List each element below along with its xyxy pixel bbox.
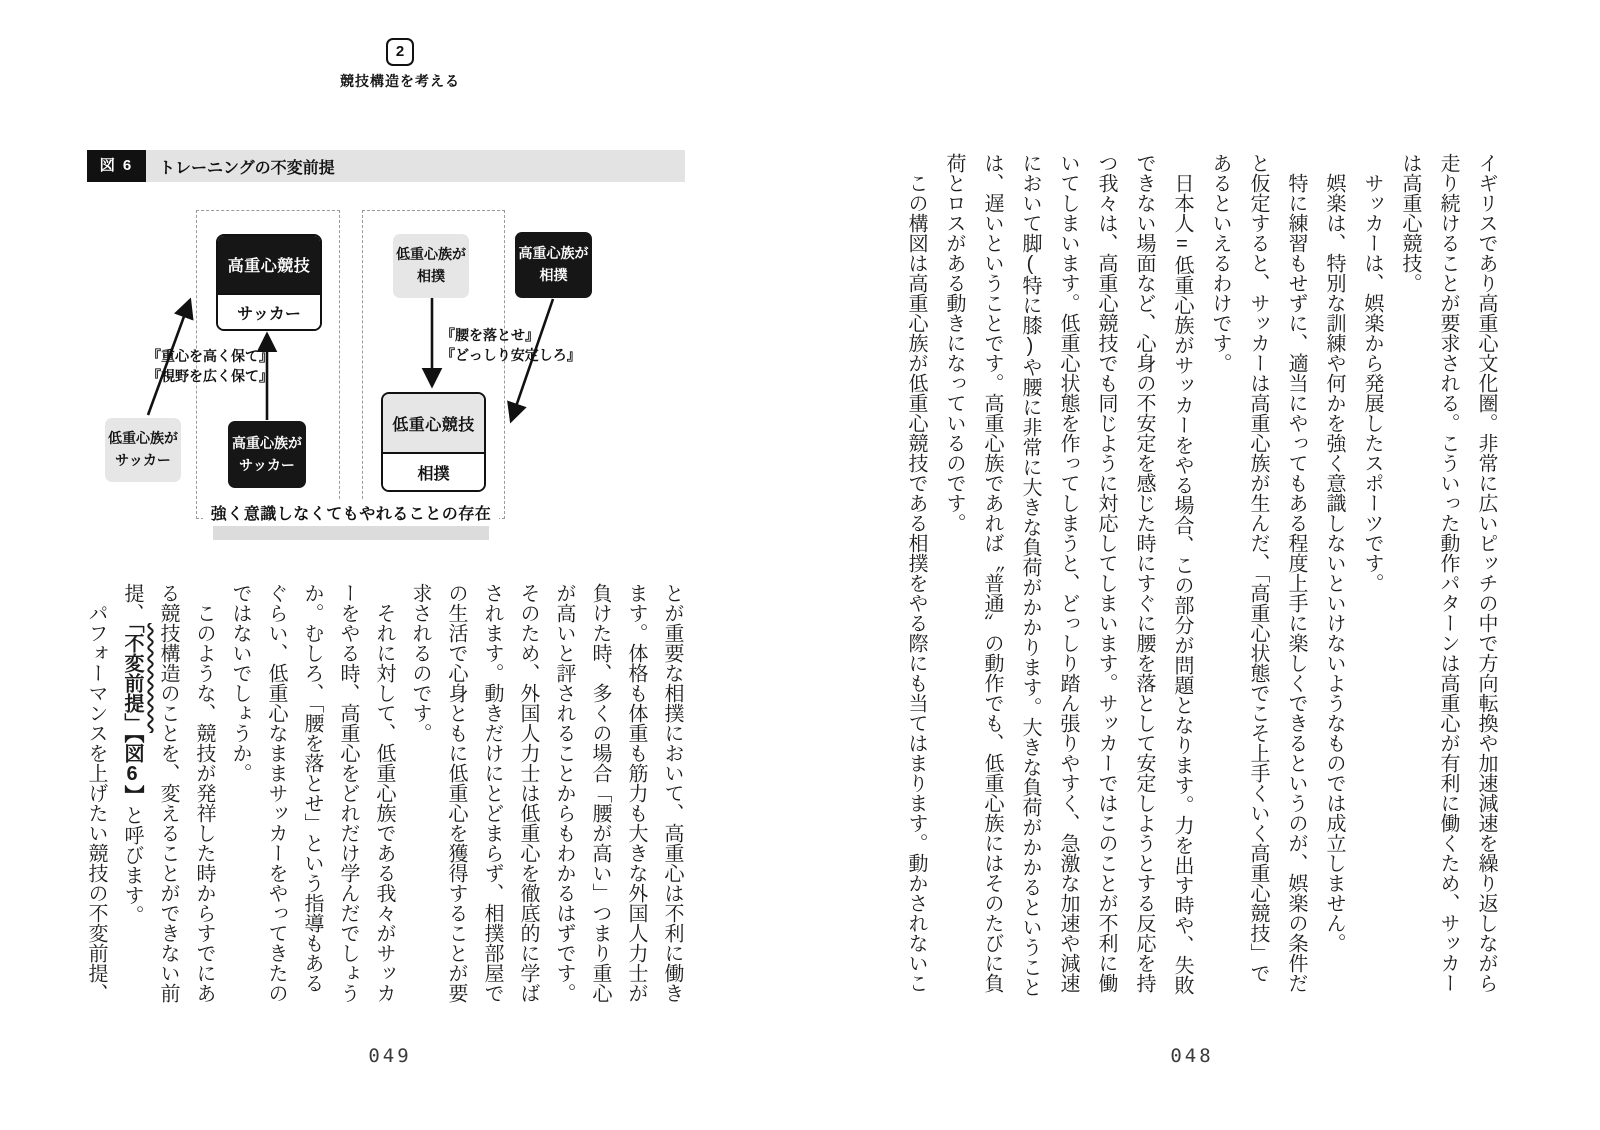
box-low-cg-people-soccer: 低重心族がサッカー (105, 418, 181, 482)
paragraph (402, 583, 690, 1008)
paragraph (114, 583, 222, 1008)
figure-title: トレーニングの不変前提 (159, 159, 335, 177)
chapter-number-badge: 2 (386, 38, 414, 66)
text-segment: 娯楽は、特別な訓練や何かを強く意識しないといけないようなものでは成立しません。 (1323, 173, 1345, 953)
paragraph (1201, 153, 1315, 998)
page-number-048: 048 (1170, 1045, 1214, 1067)
page-048 (800, 0, 1600, 1130)
paragraph (935, 153, 1201, 998)
text-segment: このような、競技が発祥した時からすでにある競技構造のことを、変えることができない前提、 (121, 583, 215, 1003)
paragraph (897, 153, 935, 998)
text-segment: イギリスであり高重心文化圏。非常に広いピッチの中で方向転換や加速減速を繰り返しながら走り続けることが要求される。こういった動作パターンは高重心が有利に働くため、サッカーは高重心競技。 (1399, 153, 1497, 993)
paragraph (222, 583, 402, 1008)
annotation-sumo-coaching (441, 325, 581, 365)
figure-number-label: 図 6 (87, 150, 146, 182)
paragraph (1391, 153, 1505, 998)
annotation-line: 『腰を落とせ』 (441, 327, 539, 343)
paragraph (78, 583, 114, 1008)
paragraph (1315, 153, 1353, 998)
body-text-page-048 (897, 153, 1505, 998)
box-high-cg-people-soccer: 高重心族がサッカー (228, 421, 306, 488)
paragraph (1353, 153, 1391, 998)
text-segment: 「不変前提」 (121, 623, 143, 733)
text-segment: パフォーマンスを上げたい競技の不変前提、 (85, 603, 107, 1003)
annotation-line: 『視野を広く保て』 (147, 368, 273, 384)
stacked-box-soccer-label: サッカー (218, 293, 320, 329)
text-segment: 【図6】 (121, 733, 143, 805)
figure-6-training-premise (87, 150, 685, 550)
figure-caption: 強く意識しなくてもやれることの存在 (203, 499, 499, 526)
text-segment: 日本人=低重心族がサッカーをやる場合、この部分が問題となります。力を出す時や、失敗できない場面など、心身の不安定を感じた時にすぐに腰を落として安定しようとする反応を持つ我々は、高重心競技でも同じように対応してしまいます。サッカーではこのことが不利に働いてしまいます。低重心状態を作ってしまうと、どっしり踏ん張りやすく、急激な加速や減速において脚(特に膝)や腰に非常に大きな負荷がかかります。大きな負荷がかかるということは、遅いということです。高重心族であれば〝普通〟の動作でも、低重心族にはそのたびに負荷とロスがある動きになっているのです。 (943, 153, 1193, 997)
stacked-box-high-cg-sport-label: 高重心競技 (218, 236, 320, 293)
box-high-cg-people-sumo: 高重心族が相撲 (515, 232, 592, 298)
chapter-marker (335, 38, 465, 91)
stacked-box-low-cg-sport (381, 392, 486, 492)
stacked-box-low-cg-sport-label: 低重心競技 (383, 394, 484, 452)
text-segment: サッカーは、娯楽から発展したスポーツです。 (1361, 173, 1383, 593)
box-low-cg-people-sumo: 低重心族が相撲 (393, 234, 469, 298)
stacked-box-high-cg-sport (216, 234, 322, 331)
text-segment: この構図は高重心族が低重心競技である相撲をやる際にも当てはまります。動かされないこ (905, 173, 927, 993)
text-segment: と呼びます。 (121, 805, 143, 925)
annotation-line: 『重心を高く保て』 (147, 348, 273, 364)
page-number-049: 049 (368, 1045, 412, 1067)
text-segment: 特に練習もせずに、適当にやってもある程度上手に楽しくできるというのが、娯楽の条件だと仮定すると、サッカーは高重心族が生んだ、「高重心状態でこそ上手くいく高重心競技」であるといえるわけです。 (1209, 153, 1307, 993)
body-text-page-049 (78, 583, 690, 1008)
chapter-title: 競技構造を考える (340, 73, 460, 89)
stacked-box-sumo-label: 相撲 (383, 452, 484, 490)
text-segment: とが重要な相撲において、高重心は不利に働きます。体格も体重も筋力も大きな外国人力士が負けた時、多くの場合「腰が高い」つまり重心が高いと評されることからもわかるはずです。そのため、外国人力士は低重心を徹底的に学ばされます。動きだけにとどまらず、相撲部屋での生活で心身ともに低重心を獲得することが要求されるのです。 (409, 583, 683, 1003)
annotation-soccer-coaching (147, 346, 273, 386)
annotation-line: 『どっしり安定しろ』 (441, 347, 581, 363)
text-segment: それに対して、低重心族である我々がサッカーをやる時、高重心をどれだけ学んだでしょうか。むしろ、「腰を落とせ」という指導もあるぐらい、低重心なままサッカーをやってきたのではないでしょうか。 (229, 583, 395, 1003)
